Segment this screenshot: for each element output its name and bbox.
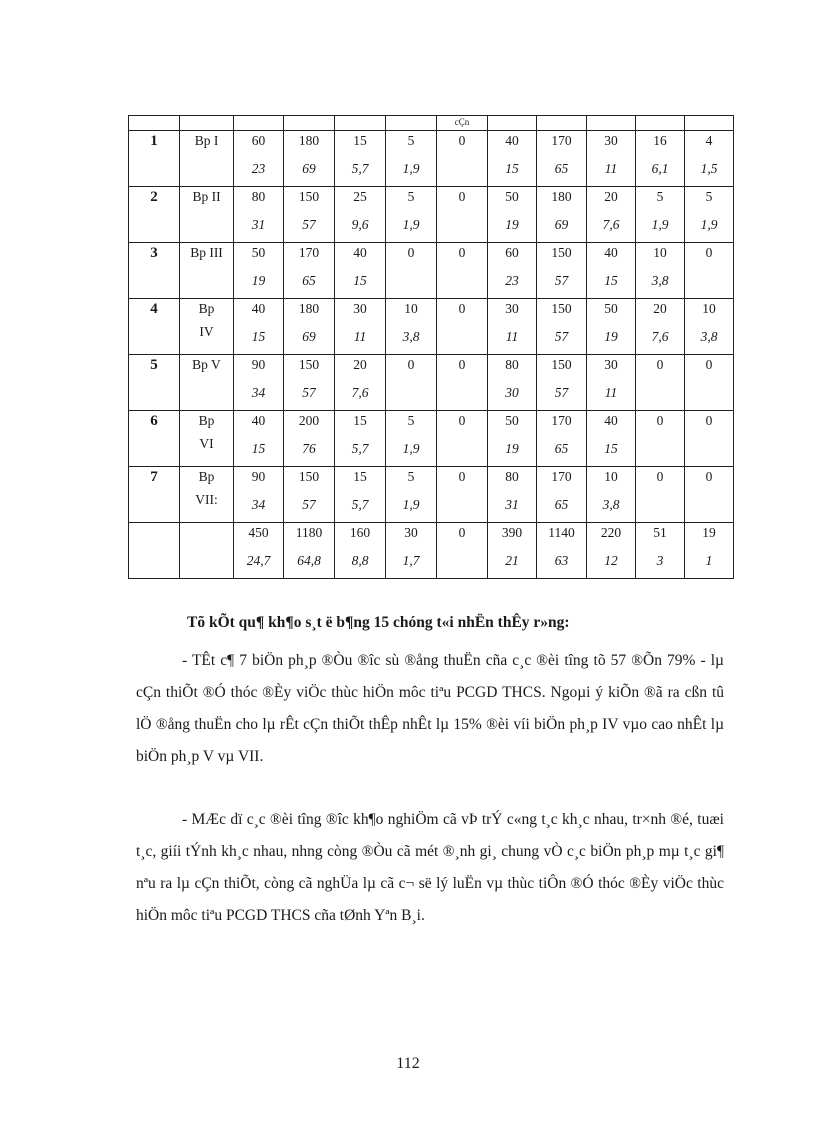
row-number-cell: [129, 299, 180, 355]
count-value: 60: [251, 133, 266, 148]
count-value: 180: [298, 301, 320, 316]
table-row: [129, 131, 734, 187]
count-value: 0: [656, 469, 664, 484]
percent-value: 3,8: [651, 273, 669, 288]
value-cell: [636, 411, 685, 467]
value-cell: [386, 243, 437, 299]
percent-value: 57: [302, 497, 316, 512]
count-value: 30: [604, 133, 618, 148]
total-cell: [685, 523, 734, 579]
value-cell: [537, 355, 587, 411]
value-cell: [488, 355, 537, 411]
count-value: 80: [505, 469, 519, 484]
percent-value: 30: [505, 385, 519, 400]
count-value: 80: [505, 357, 519, 372]
count-value: 0: [656, 357, 664, 372]
row-number-cell: [129, 243, 180, 299]
percent-value: 57: [554, 385, 569, 400]
row-number: 4: [150, 301, 158, 317]
count-value: 10: [404, 301, 418, 316]
row-number-cell: [129, 131, 180, 187]
measure-name-cell: [180, 411, 234, 467]
percent-value: 57: [302, 217, 316, 232]
row-number-cell: [129, 355, 180, 411]
value-cell: [537, 299, 587, 355]
total-cell: [636, 523, 685, 579]
count-value: 5: [407, 413, 415, 428]
total-count: 220: [600, 525, 622, 540]
percent-value: 1,9: [651, 217, 669, 232]
count-value: 80: [251, 189, 266, 204]
measure-name: Bp III: [190, 245, 223, 260]
count-value: 0: [458, 133, 466, 148]
count-value: 0: [458, 357, 466, 372]
row-number-cell: [129, 467, 180, 523]
count-value: 40: [505, 133, 519, 148]
measure-name-cell: [180, 467, 234, 523]
value-cell: [437, 467, 488, 523]
total-count: 1140: [548, 525, 575, 540]
percent-value: 23: [251, 161, 266, 176]
count-value: 0: [705, 469, 713, 484]
paragraph-1: - TÊt c¶ 7 biÖn ph¸p ®Òu ®îc sù ®ång thuËn cña c¸c ®èi tîng tõ 57 ®Õn 79% - lµ cÇn thiÕt ®Ó thóc ®Èy viÖc thùc hiÖn môc tiªu PCGD THCS. Ngoµi ý kiÕn ®ã ra cßn tû lÖ ®ång thuËn cho lµ rÊt cÇn thiÕt thÊp nhÊt lµ 15% ®èi víi biÖn ph¸p IV vµo cao nhÊt lµ biÖn ph¸p V vµ VII.: [136, 652, 724, 765]
measure-name: Bp I: [194, 133, 219, 148]
total-cell: [437, 523, 488, 579]
count-value: 200: [298, 413, 320, 428]
total-row: [129, 523, 734, 579]
total-count: 160: [349, 525, 371, 540]
total-count: 30: [404, 525, 418, 540]
paragraph-2: - MÆc dï c¸c ®èi tîng ®îc kh¶o nghiÖm cã vÞ trÝ c«ng t¸c kh¸c nhau, tr×nh ®é, tuæi t¸c, giíi tÝnh kh¸c nhau, nhng còng ®Òu cã mét ®¸nh gi¸ chung vÒ c¸c biÖn ph¸p mµ t¸c gi¶ nªu ra lµ cÇn thiÕt, còng cã nghÜa lµ cã c¬ së lý luËn vµ thùc tiÔn ®Ó thóc ®Èy viÖc thùc hiÖn môc tiªu PCGD THCS cña tØnh Yªn B¸i.: [136, 811, 724, 924]
count-value: 40: [251, 301, 266, 316]
total-cell: [488, 523, 537, 579]
count-value: 0: [458, 469, 466, 484]
percent-value: 15: [604, 273, 618, 288]
value-cell: [234, 187, 284, 243]
survey-table: [128, 115, 734, 579]
value-cell: [488, 131, 537, 187]
total-count: 51: [653, 525, 667, 540]
count-value: 20: [353, 357, 367, 372]
count-value: 40: [353, 245, 367, 260]
percent-value: 3,8: [602, 497, 620, 512]
percent-value: 15: [353, 273, 367, 288]
percent-value: 1,9: [700, 217, 718, 232]
count-value: 150: [551, 357, 572, 372]
measure-name-cont: IV: [199, 324, 214, 339]
value-cell: [488, 467, 537, 523]
header-note: cÇn: [437, 116, 488, 131]
value-cell: [284, 187, 335, 243]
total-percent: 12: [604, 553, 618, 568]
percent-value: 57: [302, 385, 316, 400]
value-cell: [437, 411, 488, 467]
value-cell: [587, 467, 636, 523]
measure-name: Bp: [198, 413, 215, 428]
measure-name-cell: [180, 187, 234, 243]
percent-value: 1,9: [402, 441, 420, 456]
count-value: 5: [407, 189, 415, 204]
measure-name: Bp V: [192, 357, 221, 372]
percent-value: 69: [302, 161, 316, 176]
row-number: 1: [150, 133, 158, 149]
value-cell: [437, 355, 488, 411]
total-cell: [335, 523, 386, 579]
count-value: 15: [353, 133, 367, 148]
value-cell: [636, 187, 685, 243]
percent-value: 11: [505, 329, 519, 344]
count-value: 5: [705, 189, 713, 204]
percent-value: 9,6: [351, 217, 369, 232]
percent-value: 7,6: [602, 217, 620, 232]
count-value: 150: [298, 189, 320, 204]
value-cell: [437, 131, 488, 187]
value-cell: [284, 411, 335, 467]
row-number: 3: [150, 245, 158, 261]
count-value: 0: [705, 245, 713, 260]
count-value: 40: [604, 245, 618, 260]
total-percent: 21: [505, 553, 519, 568]
percent-value: 5,7: [351, 497, 369, 512]
value-cell: [386, 131, 437, 187]
count-value: 150: [551, 245, 572, 260]
count-value: 30: [505, 301, 519, 316]
count-value: 5: [656, 189, 664, 204]
value-cell: [685, 243, 734, 299]
value-cell: [335, 131, 386, 187]
count-value: 20: [604, 189, 618, 204]
percent-value: 1,9: [402, 161, 420, 176]
total-percent: 64,8: [297, 553, 321, 568]
count-value: 5: [407, 469, 415, 484]
value-cell: [587, 299, 636, 355]
value-cell: [488, 299, 537, 355]
value-cell: [234, 299, 284, 355]
count-value: 60: [505, 245, 519, 260]
measure-name-cont: VI: [199, 436, 214, 451]
value-cell: [636, 299, 685, 355]
total-percent: 1: [705, 553, 713, 568]
total-count: 450: [248, 525, 269, 540]
table-row: [129, 467, 734, 523]
percent-value: 15: [251, 329, 266, 344]
value-cell: [685, 467, 734, 523]
count-value: 0: [705, 413, 713, 428]
total-count: 1180: [295, 525, 323, 540]
value-cell: [587, 187, 636, 243]
percent-value: 5,7: [351, 161, 369, 176]
count-value: 20: [653, 301, 667, 316]
percent-value: 57: [554, 273, 569, 288]
count-value: 150: [298, 357, 320, 372]
value-cell: [437, 243, 488, 299]
percent-value: 34: [251, 497, 266, 512]
percent-value: 1,9: [402, 497, 420, 512]
total-count: 390: [501, 525, 523, 540]
count-value: 15: [353, 469, 367, 484]
percent-value: 19: [505, 441, 519, 456]
percent-value: 11: [353, 329, 367, 344]
value-cell: [284, 131, 335, 187]
count-value: 5: [407, 133, 415, 148]
value-cell: [636, 243, 685, 299]
count-value: 0: [458, 245, 466, 260]
percent-value: 19: [505, 217, 519, 232]
count-value: 15: [353, 413, 367, 428]
count-value: 50: [251, 245, 266, 260]
value-cell: [234, 243, 284, 299]
percent-value: 11: [604, 161, 618, 176]
value-cell: [234, 467, 284, 523]
value-cell: [537, 411, 587, 467]
percent-value: 3,8: [402, 329, 420, 344]
percent-value: 65: [554, 441, 569, 456]
value-cell: [335, 243, 386, 299]
percent-value: 34: [251, 385, 266, 400]
value-cell: [284, 355, 335, 411]
total-percent: 24,7: [246, 553, 271, 568]
value-cell: [685, 187, 734, 243]
row-number: 5: [150, 357, 158, 373]
count-value: 170: [551, 413, 572, 428]
count-value: 0: [458, 413, 466, 428]
section-heading: Tõ kÕt qu¶ kh¶o s¸t ë b¶ng 15 chóng t«i nhËn thÊy r»ng:: [187, 614, 570, 631]
value-cell: [284, 467, 335, 523]
measure-name-cell: [180, 299, 234, 355]
total-empty-cell: [129, 523, 180, 579]
value-cell: [335, 355, 386, 411]
value-cell: [587, 355, 636, 411]
value-cell: [636, 467, 685, 523]
value-cell: [234, 355, 284, 411]
count-value: 10: [702, 301, 716, 316]
percent-value: 57: [554, 329, 569, 344]
percent-value: 7,6: [651, 329, 669, 344]
count-value: 30: [604, 357, 618, 372]
total-count: 19: [702, 525, 716, 540]
percent-value: 1,9: [402, 217, 420, 232]
total-percent: 8,8: [351, 553, 369, 568]
row-number: 7: [150, 469, 158, 485]
value-cell: [386, 187, 437, 243]
count-value: 0: [407, 357, 415, 372]
percent-value: 65: [554, 497, 569, 512]
measure-name: Bp: [198, 301, 215, 316]
count-value: 25: [353, 189, 367, 204]
count-value: 30: [353, 301, 367, 316]
value-cell: [537, 467, 587, 523]
row-number-cell: [129, 187, 180, 243]
value-cell: [386, 467, 437, 523]
count-value: 16: [653, 133, 667, 148]
count-value: 150: [298, 469, 320, 484]
count-value: 170: [298, 245, 320, 260]
value-cell: [437, 299, 488, 355]
value-cell: [386, 411, 437, 467]
value-cell: [685, 131, 734, 187]
total-percent: 3: [656, 553, 664, 568]
percent-value: 3,8: [700, 329, 718, 344]
percent-value: 76: [302, 441, 316, 456]
value-cell: [234, 131, 284, 187]
table-row: [129, 411, 734, 467]
percent-value: 11: [604, 385, 618, 400]
total-cell: [386, 523, 437, 579]
value-cell: [537, 243, 587, 299]
value-cell: [335, 299, 386, 355]
row-number-cell: [129, 411, 180, 467]
total-cell: [284, 523, 335, 579]
count-value: 40: [604, 413, 618, 428]
table-row: [129, 187, 734, 243]
value-cell: [234, 411, 284, 467]
count-value: 40: [251, 413, 266, 428]
table-row: [129, 299, 734, 355]
measure-name: Bp II: [192, 189, 221, 204]
page-number: 112: [396, 1055, 420, 1072]
percent-value: 31: [251, 217, 266, 232]
value-cell: [537, 131, 587, 187]
total-count: 0: [458, 525, 466, 540]
measure-name-cell: [180, 131, 234, 187]
measure-name-cell: [180, 355, 234, 411]
value-cell: [587, 411, 636, 467]
count-value: 90: [251, 357, 266, 372]
count-value: 50: [505, 189, 519, 204]
total-percent: 63: [554, 553, 569, 568]
value-cell: [488, 243, 537, 299]
percent-value: 31: [505, 497, 519, 512]
value-cell: [587, 131, 636, 187]
percent-value: 5,7: [351, 441, 369, 456]
value-cell: [386, 299, 437, 355]
row-number: 6: [150, 413, 158, 429]
percent-value: 15: [505, 161, 519, 176]
value-cell: [685, 355, 734, 411]
percent-value: 23: [505, 273, 519, 288]
value-cell: [636, 355, 685, 411]
value-cell: [284, 299, 335, 355]
percent-value: 19: [604, 329, 618, 344]
total-cell: [537, 523, 587, 579]
count-value: 180: [298, 133, 320, 148]
value-cell: [537, 187, 587, 243]
count-value: 0: [656, 413, 664, 428]
value-cell: [284, 243, 335, 299]
count-value: 4: [705, 133, 713, 148]
value-cell: [335, 467, 386, 523]
percent-value: 69: [554, 217, 569, 232]
count-value: 50: [604, 301, 618, 316]
percent-value: 65: [554, 161, 569, 176]
value-cell: [587, 243, 636, 299]
value-cell: [636, 131, 685, 187]
measure-name-cont: VII:: [195, 492, 218, 507]
count-value: 0: [705, 357, 713, 372]
percent-value: 1,5: [700, 161, 718, 176]
total-empty-cell: [180, 523, 234, 579]
value-cell: [685, 299, 734, 355]
count-value: 90: [251, 469, 266, 484]
count-value: 0: [458, 301, 466, 316]
percent-value: 69: [302, 329, 316, 344]
total-cell: [587, 523, 636, 579]
count-value: 10: [653, 245, 667, 260]
row-number: 2: [150, 189, 158, 205]
table-header-row: [129, 116, 734, 131]
count-value: 10: [604, 469, 618, 484]
total-percent: 1,7: [402, 553, 420, 568]
percent-value: 7,6: [351, 385, 369, 400]
count-value: 170: [551, 133, 572, 148]
value-cell: [488, 411, 537, 467]
value-cell: [386, 355, 437, 411]
measure-name-cell: [180, 243, 234, 299]
value-cell: [437, 187, 488, 243]
count-value: 50: [505, 413, 519, 428]
percent-value: 65: [302, 273, 316, 288]
value-cell: [685, 411, 734, 467]
total-cell: [234, 523, 284, 579]
measure-name: Bp: [198, 469, 215, 484]
value-cell: [335, 411, 386, 467]
count-value: 0: [407, 245, 415, 260]
percent-value: 15: [604, 441, 618, 456]
value-cell: [335, 187, 386, 243]
count-value: 150: [551, 301, 572, 316]
count-value: 0: [458, 189, 466, 204]
table-row: [129, 243, 734, 299]
percent-value: 6,1: [651, 161, 669, 176]
table-row: [129, 355, 734, 411]
value-cell: [488, 187, 537, 243]
percent-value: 15: [251, 441, 266, 456]
percent-value: 19: [251, 273, 266, 288]
count-value: 180: [551, 189, 572, 204]
count-value: 170: [551, 469, 572, 484]
